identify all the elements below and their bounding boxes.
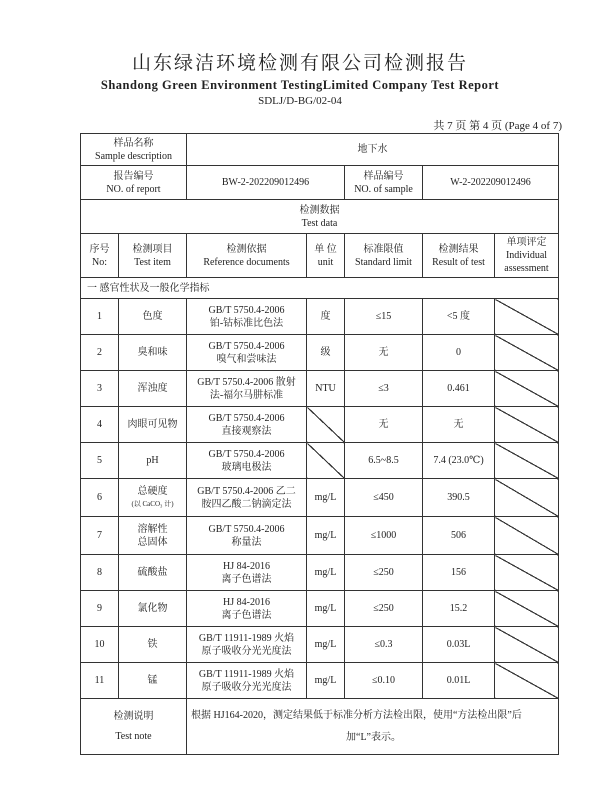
sample-description-label-en: Sample description [95, 150, 172, 162]
test-result [423, 555, 495, 591]
sample-description-row [81, 134, 559, 166]
reference-document-text: GB/T 5750.4-2006 乙二 [197, 485, 296, 497]
standard-limit [345, 479, 423, 517]
document-code: SDLJ/D-BG/02-04 [258, 95, 342, 107]
column-header [495, 234, 559, 278]
test-note-line: 根据 HJ164-2020，测定结果低于标准分析方法检出限，使用“方法检出限”后 [191, 709, 522, 721]
test-item [119, 663, 187, 699]
standard-limit-text: ≤450 [373, 492, 394, 503]
standard-limit-text: 6.5~8.5 [368, 455, 399, 466]
section-title: 一 感官性状及一般化学指标 [81, 278, 559, 299]
row-number [81, 479, 119, 517]
row-number-text: 4 [97, 419, 102, 430]
reference-document [187, 407, 307, 443]
test-result-text: 156 [451, 567, 466, 578]
test-report-table [80, 133, 559, 755]
standard-limit-text: ≤15 [375, 311, 392, 322]
test-note-row [81, 699, 559, 755]
column-header [345, 234, 423, 278]
test-result-text: 0.01L [446, 675, 471, 686]
column-header-en: No: [92, 256, 107, 268]
test-item-text: 色度 [142, 311, 163, 322]
report-title-cn: 山东绿洁环境检测有限公司检测报告 [131, 52, 468, 74]
reference-document [187, 335, 307, 371]
reference-document-text: GB/T 5750.4-2006 [208, 523, 285, 535]
individual-assessment [495, 371, 559, 407]
column-header-en: Standard limit [355, 256, 412, 268]
reference-document-text: GB/T 11911-1989 火焰 [198, 668, 295, 680]
test-item-text: 锰 [147, 675, 158, 686]
standard-limit [345, 371, 423, 407]
test-data-heading [81, 200, 559, 234]
standard-limit-text: ≤3 [378, 383, 389, 394]
test-result-text: 无 [453, 419, 464, 430]
test-result [423, 517, 495, 555]
table-row [81, 407, 559, 443]
column-header-cn: 标准限值 [363, 243, 404, 255]
test-result-text: 390.5 [447, 492, 470, 503]
row-number-text: 9 [97, 603, 102, 614]
row-number [81, 335, 119, 371]
test-result-text: 0.461 [447, 383, 470, 394]
reference-document-text: 称量法 [231, 536, 262, 548]
sample-number-label-cn: 样品编号 [363, 170, 404, 182]
page-info: 共 7 页 第 4 页 (Page 4 of 7) [433, 120, 562, 132]
standard-limit-text: 无 [378, 419, 389, 430]
test-item-text: 臭和味 [137, 347, 168, 358]
reference-document-text: GB/T 5750.4-2006 [208, 448, 285, 460]
unit [307, 335, 345, 371]
individual-assessment [495, 443, 559, 479]
standard-limit-text: ≤0.10 [372, 675, 395, 686]
test-result [423, 663, 495, 699]
row-number [81, 627, 119, 663]
test-item [119, 335, 187, 371]
test-note-line: 加“L”表示。 [346, 731, 401, 743]
test-item [119, 517, 187, 555]
test-item-text: 总固体 [137, 536, 168, 548]
table-row [81, 371, 559, 407]
row-number-text: 3 [97, 383, 102, 394]
column-header [307, 234, 345, 278]
row-number-text: 5 [97, 455, 102, 466]
row-number [81, 555, 119, 591]
row-number-text: 6 [97, 492, 102, 503]
unit-text: mg/L [314, 603, 337, 614]
individual-assessment [495, 299, 559, 335]
column-header-en: Individual assessment [504, 250, 549, 274]
test-result [423, 299, 495, 335]
column-header [81, 234, 119, 278]
test-note-label [81, 699, 187, 755]
column-header-cn: 单项评定 [506, 237, 547, 248]
column-header-en: Reference documents [203, 256, 290, 268]
test-note-label-cn: 检测说明 [113, 710, 154, 722]
reference-document-text: 玻璃电极法 [221, 461, 272, 473]
row-number [81, 443, 119, 479]
row-number [81, 517, 119, 555]
unit [307, 663, 345, 699]
unit [307, 517, 345, 555]
standard-limit [345, 663, 423, 699]
row-number-text: 10 [94, 639, 105, 650]
test-data-heading-cn: 检测数据 [299, 204, 340, 216]
test-result-text: <5 度 [446, 311, 471, 322]
table-row [81, 555, 559, 591]
table-row [81, 591, 559, 627]
reference-document-text: 铂-钴标准比色法 [209, 317, 284, 329]
reference-document [187, 299, 307, 335]
test-data-row [81, 200, 559, 234]
standard-limit-text: ≤1000 [370, 530, 397, 541]
reference-document-text: 嗅气和尝味法 [216, 353, 277, 365]
test-result-text: 15.2 [449, 603, 468, 614]
test-item-text: 硫酸盐 [137, 567, 168, 578]
standard-limit [345, 335, 423, 371]
report-number-row [81, 166, 559, 200]
reference-document-text: 原子吸收分光光度法 [201, 681, 292, 693]
unit-text: mg/L [314, 530, 337, 541]
row-number-text: 7 [97, 530, 102, 541]
column-header-cn: 序号 [89, 243, 110, 255]
test-result [423, 371, 495, 407]
reference-document-text: GB/T 11911-1989 火焰 [198, 632, 295, 644]
table-row [81, 663, 559, 699]
unit [307, 299, 345, 335]
test-item [119, 591, 187, 627]
test-item [119, 627, 187, 663]
table-row [81, 299, 559, 335]
column-header-en: Result of test [432, 256, 485, 268]
column-header-cn: 单 位 [314, 243, 337, 255]
sample-number-value: W-2-202209012496 [423, 166, 559, 200]
test-result [423, 443, 495, 479]
row-number [81, 591, 119, 627]
individual-assessment [495, 591, 559, 627]
unit-text: mg/L [314, 639, 337, 650]
individual-assessment [495, 663, 559, 699]
reference-document-text: 原子吸收分光光度法 [201, 645, 292, 657]
test-result [423, 335, 495, 371]
test-result-text: 0 [456, 347, 461, 358]
row-number-text: 11 [94, 675, 105, 686]
sample-number-label-en: NO. of sample [354, 183, 413, 195]
column-header-row [81, 234, 559, 278]
unit [307, 371, 345, 407]
unit [307, 407, 345, 443]
test-result [423, 591, 495, 627]
standard-limit [345, 627, 423, 663]
reference-document [187, 555, 307, 591]
row-number-text: 8 [97, 567, 102, 578]
standard-limit-text: ≤250 [373, 567, 394, 578]
standard-limit [345, 517, 423, 555]
reference-document-text: 胺四乙酸二钠滴定法 [201, 498, 292, 510]
test-item [119, 299, 187, 335]
test-item-text: 铁 [147, 639, 158, 650]
standard-limit [345, 407, 423, 443]
section-title-row [81, 278, 559, 299]
reference-document-text: GB/T 5750.4-2006 [208, 340, 285, 352]
test-item-text: 总硬度 [137, 485, 168, 497]
sample-description-label-cn: 样品名称 [113, 137, 154, 149]
reference-document [187, 627, 307, 663]
test-result-text: 0.03L [446, 639, 471, 650]
row-number [81, 371, 119, 407]
test-result-text: 7.4 (23.0℃) [433, 455, 484, 466]
reference-document [187, 663, 307, 699]
standard-limit-text: ≤0.3 [374, 639, 393, 650]
table-row [81, 335, 559, 371]
reference-document-text: HJ 84-2016 [223, 596, 270, 608]
individual-assessment [495, 517, 559, 555]
reference-document-text: GB/T 5750.4-2006 [208, 412, 285, 424]
reference-document [187, 517, 307, 555]
individual-assessment [495, 555, 559, 591]
test-item-text: 氯化物 [137, 603, 168, 614]
report-number-label-cn: 报告编号 [113, 170, 154, 182]
test-item-text: pH [146, 455, 159, 466]
row-number-text: 1 [97, 311, 102, 322]
reference-document-text: GB/T 5750.4-2006 [208, 304, 285, 316]
unit-text: NTU [315, 383, 336, 394]
row-number [81, 407, 119, 443]
test-item-text: (以 CaCO₃ 计) [131, 499, 174, 508]
row-number [81, 663, 119, 699]
report-number-label-en: NO. of report [106, 183, 161, 195]
column-header [187, 234, 307, 278]
sample-description-label [81, 134, 187, 166]
reference-document-text: GB/T 5750.4-2006 散射 [197, 376, 296, 388]
column-header-en: unit [317, 256, 334, 268]
unit-text: mg/L [314, 492, 337, 503]
unit [307, 627, 345, 663]
test-result [423, 407, 495, 443]
unit-text: mg/L [314, 675, 337, 686]
reference-document [187, 479, 307, 517]
reference-document-text: HJ 84-2016 [223, 560, 270, 572]
table-row [81, 517, 559, 555]
reference-document [187, 371, 307, 407]
test-item [119, 371, 187, 407]
standard-limit [345, 299, 423, 335]
column-header-en: Test item [134, 256, 171, 268]
test-item [119, 443, 187, 479]
individual-assessment [495, 335, 559, 371]
sample-description-value: 地下水 [187, 134, 559, 166]
test-result-text: 506 [451, 530, 466, 541]
column-header [119, 234, 187, 278]
unit [307, 443, 345, 479]
row-number-text: 2 [97, 347, 102, 358]
test-item-text: 溶解性 [137, 523, 168, 535]
report-number-value: BW-2-202209012496 [187, 166, 345, 200]
column-header-cn: 检测依据 [226, 243, 267, 255]
standard-limit [345, 555, 423, 591]
table-row [81, 443, 559, 479]
reference-document [187, 443, 307, 479]
standard-limit-text: ≤250 [373, 603, 394, 614]
standard-limit [345, 443, 423, 479]
individual-assessment [495, 627, 559, 663]
unit [307, 479, 345, 517]
test-item-text: 浑浊度 [137, 383, 168, 394]
test-result [423, 627, 495, 663]
sample-number-label [345, 166, 423, 200]
unit [307, 591, 345, 627]
test-item [119, 479, 187, 517]
test-item-text: 肉眼可见物 [127, 419, 178, 430]
unit [307, 555, 345, 591]
column-header [423, 234, 495, 278]
reference-document-text: 法-福尔马肼标准 [209, 389, 284, 401]
test-item [119, 555, 187, 591]
unit-text: 度 [320, 311, 331, 322]
table-row [81, 479, 559, 517]
report-title-en: Shandong Green Environment TestingLimited Company Test Report [100, 78, 500, 92]
test-note-text [187, 699, 559, 755]
individual-assessment [495, 407, 559, 443]
reference-document [187, 591, 307, 627]
report-number-label [81, 166, 187, 200]
row-number [81, 299, 119, 335]
reference-document-text: 离子色谱法 [221, 573, 272, 585]
test-result [423, 479, 495, 517]
reference-document-text: 离子色谱法 [221, 609, 272, 621]
table-row [81, 627, 559, 663]
test-note-label-en: Test note [115, 730, 152, 742]
standard-limit-text: 无 [378, 347, 389, 358]
unit-text: 级 [320, 347, 331, 358]
column-header-cn: 检测项目 [132, 243, 173, 255]
individual-assessment [495, 479, 559, 517]
test-data-heading-en: Test data [301, 217, 338, 229]
standard-limit [345, 591, 423, 627]
reference-document-text: 直接观察法 [221, 425, 272, 437]
test-item [119, 407, 187, 443]
unit-text: mg/L [314, 567, 337, 578]
column-header-cn: 检测结果 [438, 243, 479, 255]
